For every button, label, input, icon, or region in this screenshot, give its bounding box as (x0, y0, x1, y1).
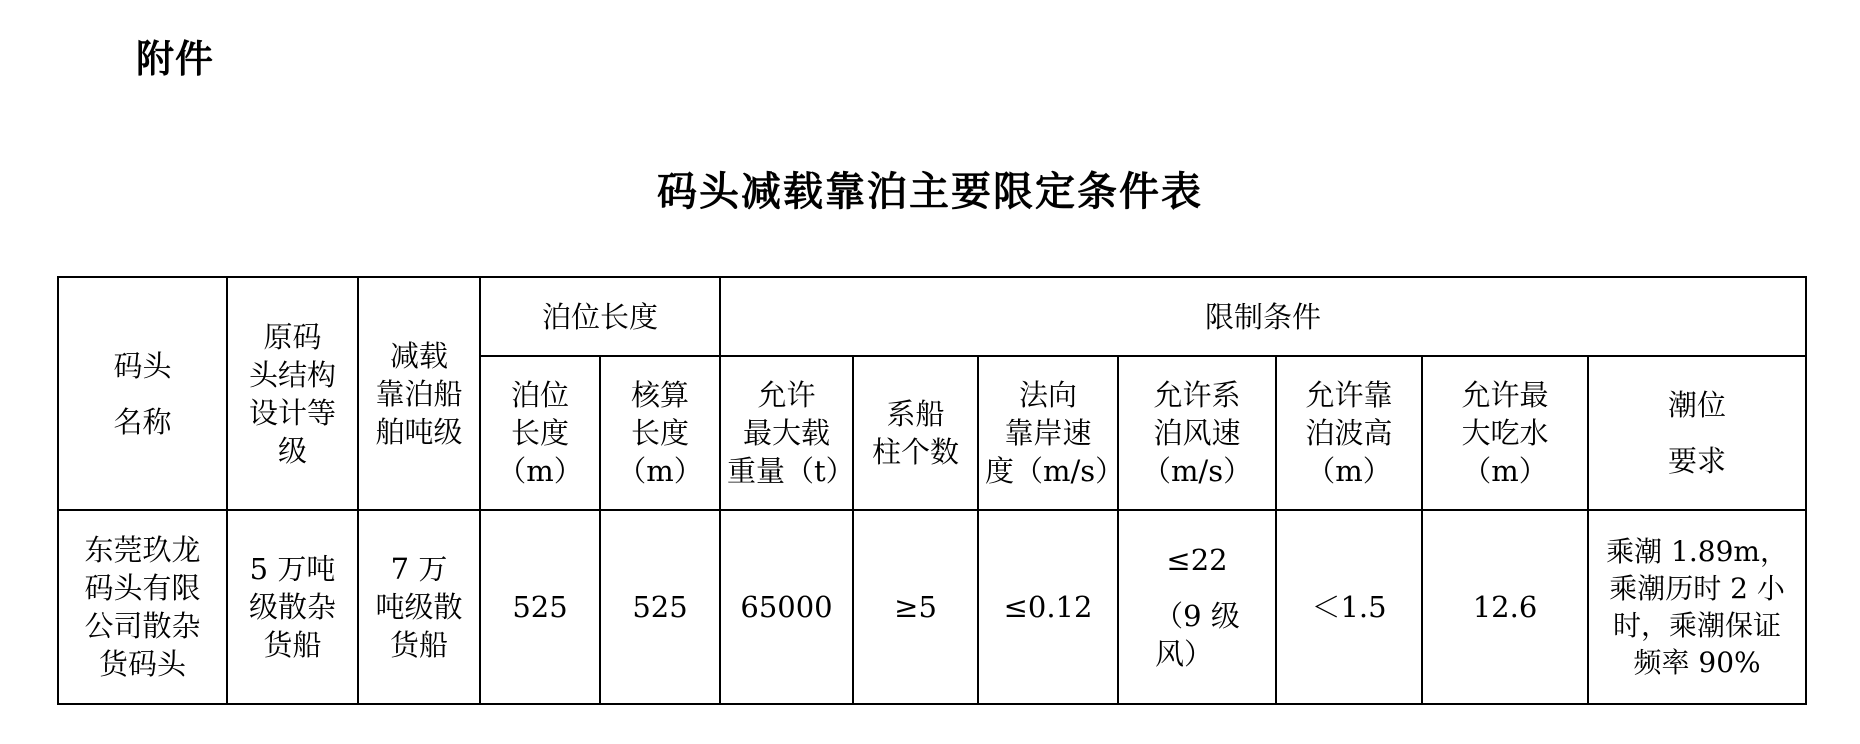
cell-text: 公司散杂 (84, 609, 201, 643)
table-title: 码头减载靠泊主要限定条件表 (657, 169, 1203, 215)
cell-mooring-wind-speed (1118, 510, 1276, 704)
header-bollard-count (853, 356, 978, 510)
cell-text: 货船 (389, 628, 448, 662)
header-text: 头结构 (248, 357, 336, 392)
header-max-dwt (720, 356, 853, 510)
header-original-design-grade (227, 277, 358, 510)
cell-text: （9 级 (1154, 599, 1240, 633)
cell-text: 吨级散 (375, 590, 463, 624)
cell-text: 级散杂 (248, 590, 336, 624)
table-row (58, 510, 1806, 704)
header-text: 码头 (113, 348, 172, 383)
header-berth-length-group: 泊位长度 (480, 277, 720, 356)
cell-text: 5 万吨 (249, 552, 336, 586)
cell-text: 乘潮 1.89m， (1606, 535, 1788, 568)
header-text: 级 (277, 433, 307, 468)
header-reduced-load-vessel (358, 277, 480, 510)
cell-tide-requirement (1588, 510, 1806, 704)
cell-text: 乘潮历时 2 小 (1609, 572, 1785, 605)
header-text: 最大载 (743, 416, 831, 450)
header-text: 名称 (113, 404, 172, 439)
cell-text: 东莞玖龙 (84, 533, 201, 567)
cell-max-draft: 12.6 (1422, 510, 1588, 704)
header-text: （m） (1306, 454, 1392, 488)
header-text: 允许系 (1153, 378, 1241, 412)
cell-berth-length: 525 (480, 510, 600, 704)
header-text: 设计等 (248, 395, 336, 430)
restriction-table (57, 276, 1807, 705)
cell-text: 时，乘潮保证 (1613, 609, 1782, 642)
cell-text: 货船 (263, 628, 322, 662)
cell-text: 货码头 (98, 647, 186, 681)
cell-reduced-load-vessel (358, 510, 480, 704)
header-text: 允许靠 (1305, 378, 1393, 412)
cell-text: 7 万 (390, 552, 448, 586)
header-row-1 (58, 277, 1806, 356)
header-text: 柱个数 (872, 435, 960, 469)
header-text: 泊位 (510, 378, 569, 412)
cell-text: 频率 90% (1633, 646, 1761, 679)
header-normal-berthing-speed (978, 356, 1125, 510)
header-text: 原码 (263, 319, 322, 354)
header-text: 长度 (631, 416, 690, 450)
cell-text: ≤22 (1166, 543, 1228, 577)
header-berthing-wave-height (1276, 356, 1422, 510)
header-text: 核算 (631, 378, 690, 412)
cell-berthing-wave-height: ＜1.5 (1276, 510, 1422, 704)
header-text: （m） (617, 454, 703, 488)
header-text: 泊风速 (1153, 416, 1241, 450)
header-text: 重量（t） (727, 454, 855, 488)
cell-max-dwt: 65000 (720, 510, 853, 704)
cell-bollard-count: ≥5 (853, 510, 978, 704)
header-max-draft (1422, 356, 1588, 510)
header-text: 大吃水 (1461, 416, 1549, 450)
header-text: （m） (497, 454, 583, 488)
header-text: 系船 (886, 397, 945, 431)
header-text: 法向 (1019, 378, 1078, 412)
header-text: 长度 (510, 416, 569, 450)
cell-wharf-name (58, 510, 227, 704)
header-wharf-name (58, 277, 227, 510)
header-text: 靠岸速 (1004, 416, 1092, 450)
header-text: 靠泊船 (375, 376, 463, 411)
header-berth-length (480, 356, 600, 510)
cell-original-design-grade (227, 510, 358, 704)
header-text: 度（m/s） (985, 454, 1125, 488)
header-text: 舶吨级 (375, 414, 463, 449)
header-text: （m/s） (1141, 454, 1253, 488)
header-text: 潮位 (1668, 388, 1727, 422)
header-text: 泊波高 (1305, 416, 1393, 450)
header-restriction-group: 限制条件 (720, 277, 1806, 356)
cell-checked-length: 525 (600, 510, 720, 704)
cell-text: 风） (1155, 637, 1214, 671)
header-checked-length (600, 356, 720, 510)
header-mooring-wind-speed (1118, 356, 1276, 510)
header-text: 减载 (389, 338, 448, 373)
cell-normal-berthing-speed: ≤0.12 (978, 510, 1118, 704)
header-text: 允许最 (1461, 378, 1549, 412)
header-text: 允许 (757, 378, 816, 412)
header-tide-requirement (1588, 356, 1806, 510)
header-text: 要求 (1668, 444, 1727, 478)
attachment-label: 附件 (136, 37, 215, 81)
header-text: （m） (1462, 454, 1548, 488)
cell-text: 码头有限 (84, 571, 201, 605)
